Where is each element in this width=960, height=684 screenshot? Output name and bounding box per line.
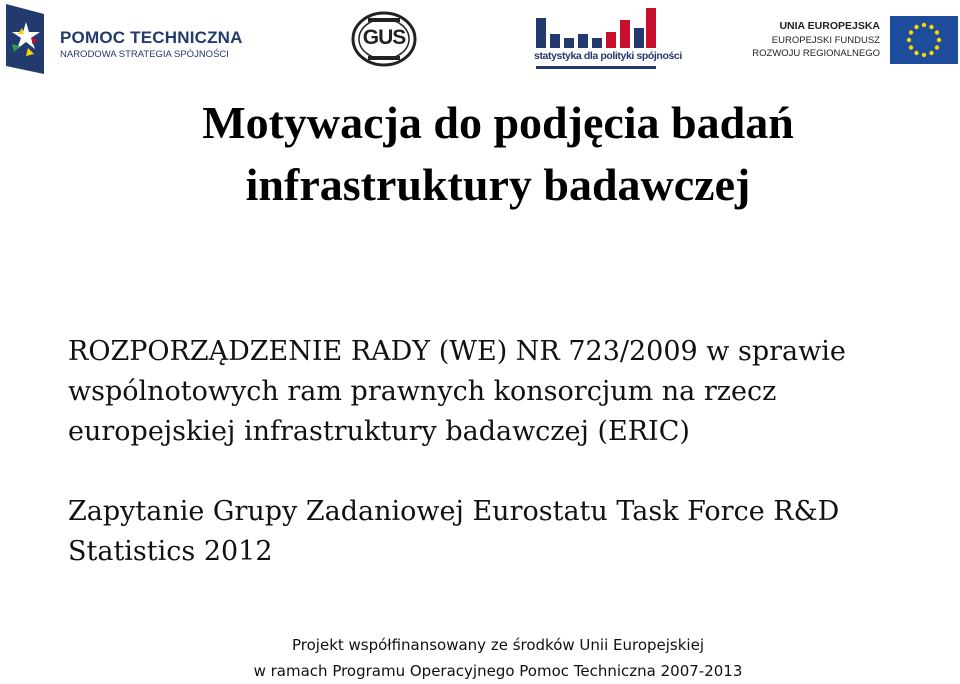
logo-bar <box>0 0 960 80</box>
slide-title-line-1: Motywacja do podjęcia badań <box>202 97 794 148</box>
body-paragraph-regulation: ROZPORZĄDZENIE RADY (WE) NR 723/2009 w sprawie wspólnotowych ram prawnych konsorcjum na rzecz europejskiej infrastruktury badawczej (ERIC) <box>68 336 846 447</box>
eu-line-2: EUROPEJSKI FUNDUSZ <box>771 35 880 46</box>
footer-line-1: Projekt współfinansowany ze środków Unii Europejskiej <box>292 636 704 654</box>
slide-title-line-2: infrastruktury badawczej <box>245 159 751 210</box>
eu-line-3: ROZWOJU REGIONALNEGO <box>752 48 880 59</box>
statystyka-text: statystyka dla polityki spójności <box>534 50 682 62</box>
pomoc-techniczna-title: POMOC TECHNICZNA <box>60 28 243 47</box>
slide-title <box>0 92 960 216</box>
gus-text: GUS <box>362 26 406 49</box>
eu-flag-icon <box>890 16 958 64</box>
body-paragraph-eurostat: Zapytanie Grupy Zadaniowej Eurostatu Task Force R&D Statistics 2012 <box>68 496 840 567</box>
pomoc-techniczna-logo <box>4 4 243 74</box>
statystyka-logo <box>534 6 682 70</box>
eu-line-1: UNIA EUROPEJSKA <box>779 20 880 32</box>
nss-star-icon <box>4 4 56 74</box>
statystyka-underline <box>536 66 656 69</box>
pomoc-techniczna-subtitle: NARODOWA STRATEGIA SPÓJNOŚCI <box>60 49 229 60</box>
bar-chart-icon <box>534 6 658 50</box>
footer <box>0 632 960 684</box>
gus-logo <box>350 10 418 68</box>
footer-line-2: w ramach Programu Operacyjnego Pomoc Techniczna 2007-2013 <box>253 662 743 680</box>
unia-europejska-logo <box>752 14 960 70</box>
